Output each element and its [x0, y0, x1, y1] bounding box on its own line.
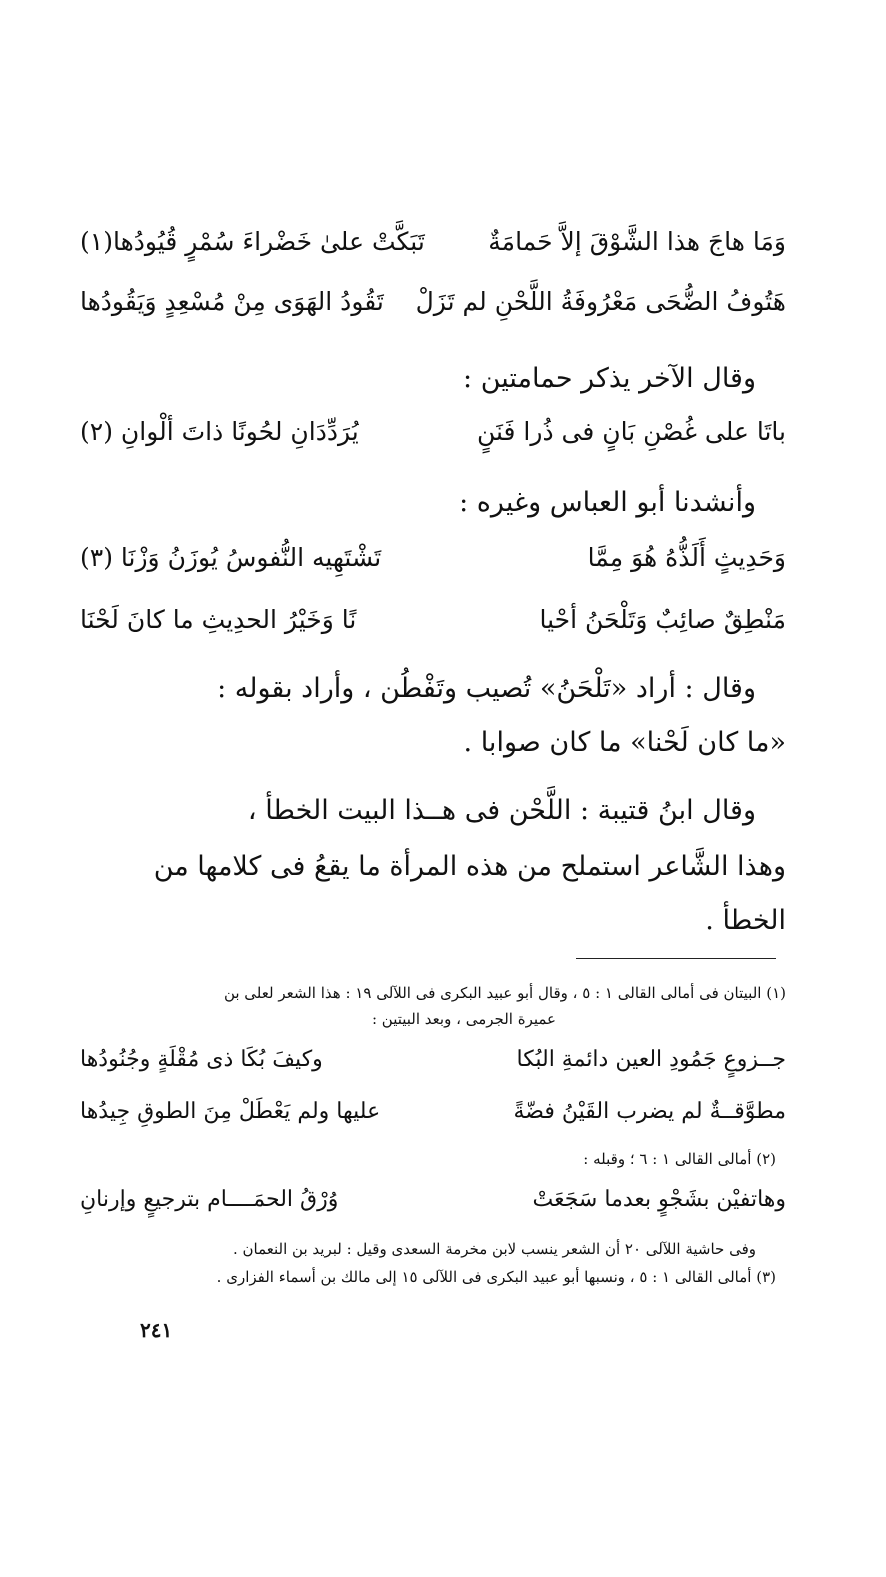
footnote-line: (٣) أمالى القالى ١ : ٥ ، ونسبها أبو عبيد البكرى فى اللآلى ١٥ إلى مالك بن أسماء الفزارى .: [216, 1268, 776, 1286]
verse-line: [80, 222, 786, 262]
verse-hemistich-left: يُرَدِّدَانِ لحُونًا ذاتَ ألْوانِ (٢): [80, 417, 359, 446]
verse-hemistich-left: تَبَكَّتْ علىٰ خَضْراءَ سُمْرٍ قُيُودُها(١): [80, 227, 425, 256]
verse-line: [80, 412, 786, 452]
verse-hemistich-right: مَنْطِقٌ صائِبٌ وَتَلْحَنُ أحْيا: [539, 605, 786, 634]
verse-hemistich-right: باتَا على غُصْنِ بَانٍ فى ذُرا فَنَنٍ: [476, 417, 786, 446]
verse-hemistich-left: وكيفَ بُكَا ذى مُقْلَةٍ وجُنُودُها: [80, 1047, 323, 1072]
footnote-verse-line: [80, 1180, 786, 1220]
footnote-verse-line: [80, 1092, 786, 1132]
paragraph-line: الخطأ .: [705, 905, 786, 936]
footnote-line: وفى حاشية اللآلى ٢٠ أن الشعر ينسب لابن مخرمة السعدى وقيل : لبريد بن النعمان .: [232, 1240, 756, 1258]
verse-hemistich-right: مطوَّقــةٌ لم يضرب القَيْنُ فضّةً: [513, 1099, 786, 1124]
footnote-separator: [576, 958, 776, 959]
verse-line: [80, 282, 786, 322]
page-number: ٢٤١: [140, 1318, 173, 1342]
footnote-verse-line: [80, 1040, 786, 1080]
verse-hemistich-left: عليها ولم يَعْطَلْ مِنَ الطوقِ جِيدُها: [80, 1099, 381, 1124]
footnote-line: (٢) أمالى القالى ١ : ٦ ؛ وقبله :: [583, 1150, 776, 1168]
intro-line: وأنشدنا أبو العباس وغيره :: [459, 487, 756, 518]
footnote-line: عميرة الجرمى ، وبعد البيتين :: [371, 1010, 556, 1028]
verse-hemistich-right: وَحَدِيثٍ أَلَذُّهُ هُوَ مِمَّا: [587, 543, 786, 572]
footnote-line: (١) البيتان فى أمالى القالى ١ : ٥ ، وقال أبو عبيد البكرى فى اللآلى ١٩ : هذا الشعر لعلى بن: [223, 984, 786, 1002]
intro-line: وقال الآخر يذكر حمامتين :: [463, 363, 756, 394]
paragraph-line: وهذا الشَّاعر استملح من هذه المرأة ما يقعُ فى كلامها من: [153, 851, 786, 882]
verse-hemistich-left: تَشْتَهِيه النُّفوسُ يُوزَنُ وَزْنَا (٣): [80, 543, 382, 572]
paragraph-line: وقال : أراد «تَلْحَنُ» تُصيب وتَفْطُن ، وأراد بقوله :: [217, 673, 756, 704]
verse-hemistich-left: وُرْقُ الحمَــــام بترجيعٍ وإرنانِ: [80, 1187, 339, 1212]
verse-hemistich-right: وَمَا هاجَ هذا الشَّوْقَ إلاَّ حَمامَةٌ: [488, 227, 786, 256]
verse-hemistich-right: جــزوعٍ جَمُودِ العين دائمةِ البُكا: [516, 1047, 786, 1072]
verse-line: [80, 538, 786, 578]
verse-line: [80, 600, 786, 640]
paragraph-line: وقال ابنُ قتيبة : اللَّحْن فى هــذا البيت الخطأ ،: [247, 795, 756, 826]
verse-hemistich-right: هَتُوفُ الضُّحَى مَعْرُوفَةُ اللَّحْنِ لم تَزَلْ: [415, 287, 786, 316]
verse-hemistich-left: نًا وَخَيْرُ الحدِيثِ ما كانَ لَحْنَا: [80, 605, 357, 634]
verse-hemistich-left: تَقُودُ الهَوَى مِنْ مُسْعِدٍ وَيَقُودُها: [80, 287, 384, 316]
paragraph-line: «ما كان لَحْنا» ما كان صوابا .: [463, 727, 786, 758]
verse-hemistich-right: وهاتفيْن بشَجْوٍ بعدما سَجَعَتْ: [532, 1187, 786, 1212]
